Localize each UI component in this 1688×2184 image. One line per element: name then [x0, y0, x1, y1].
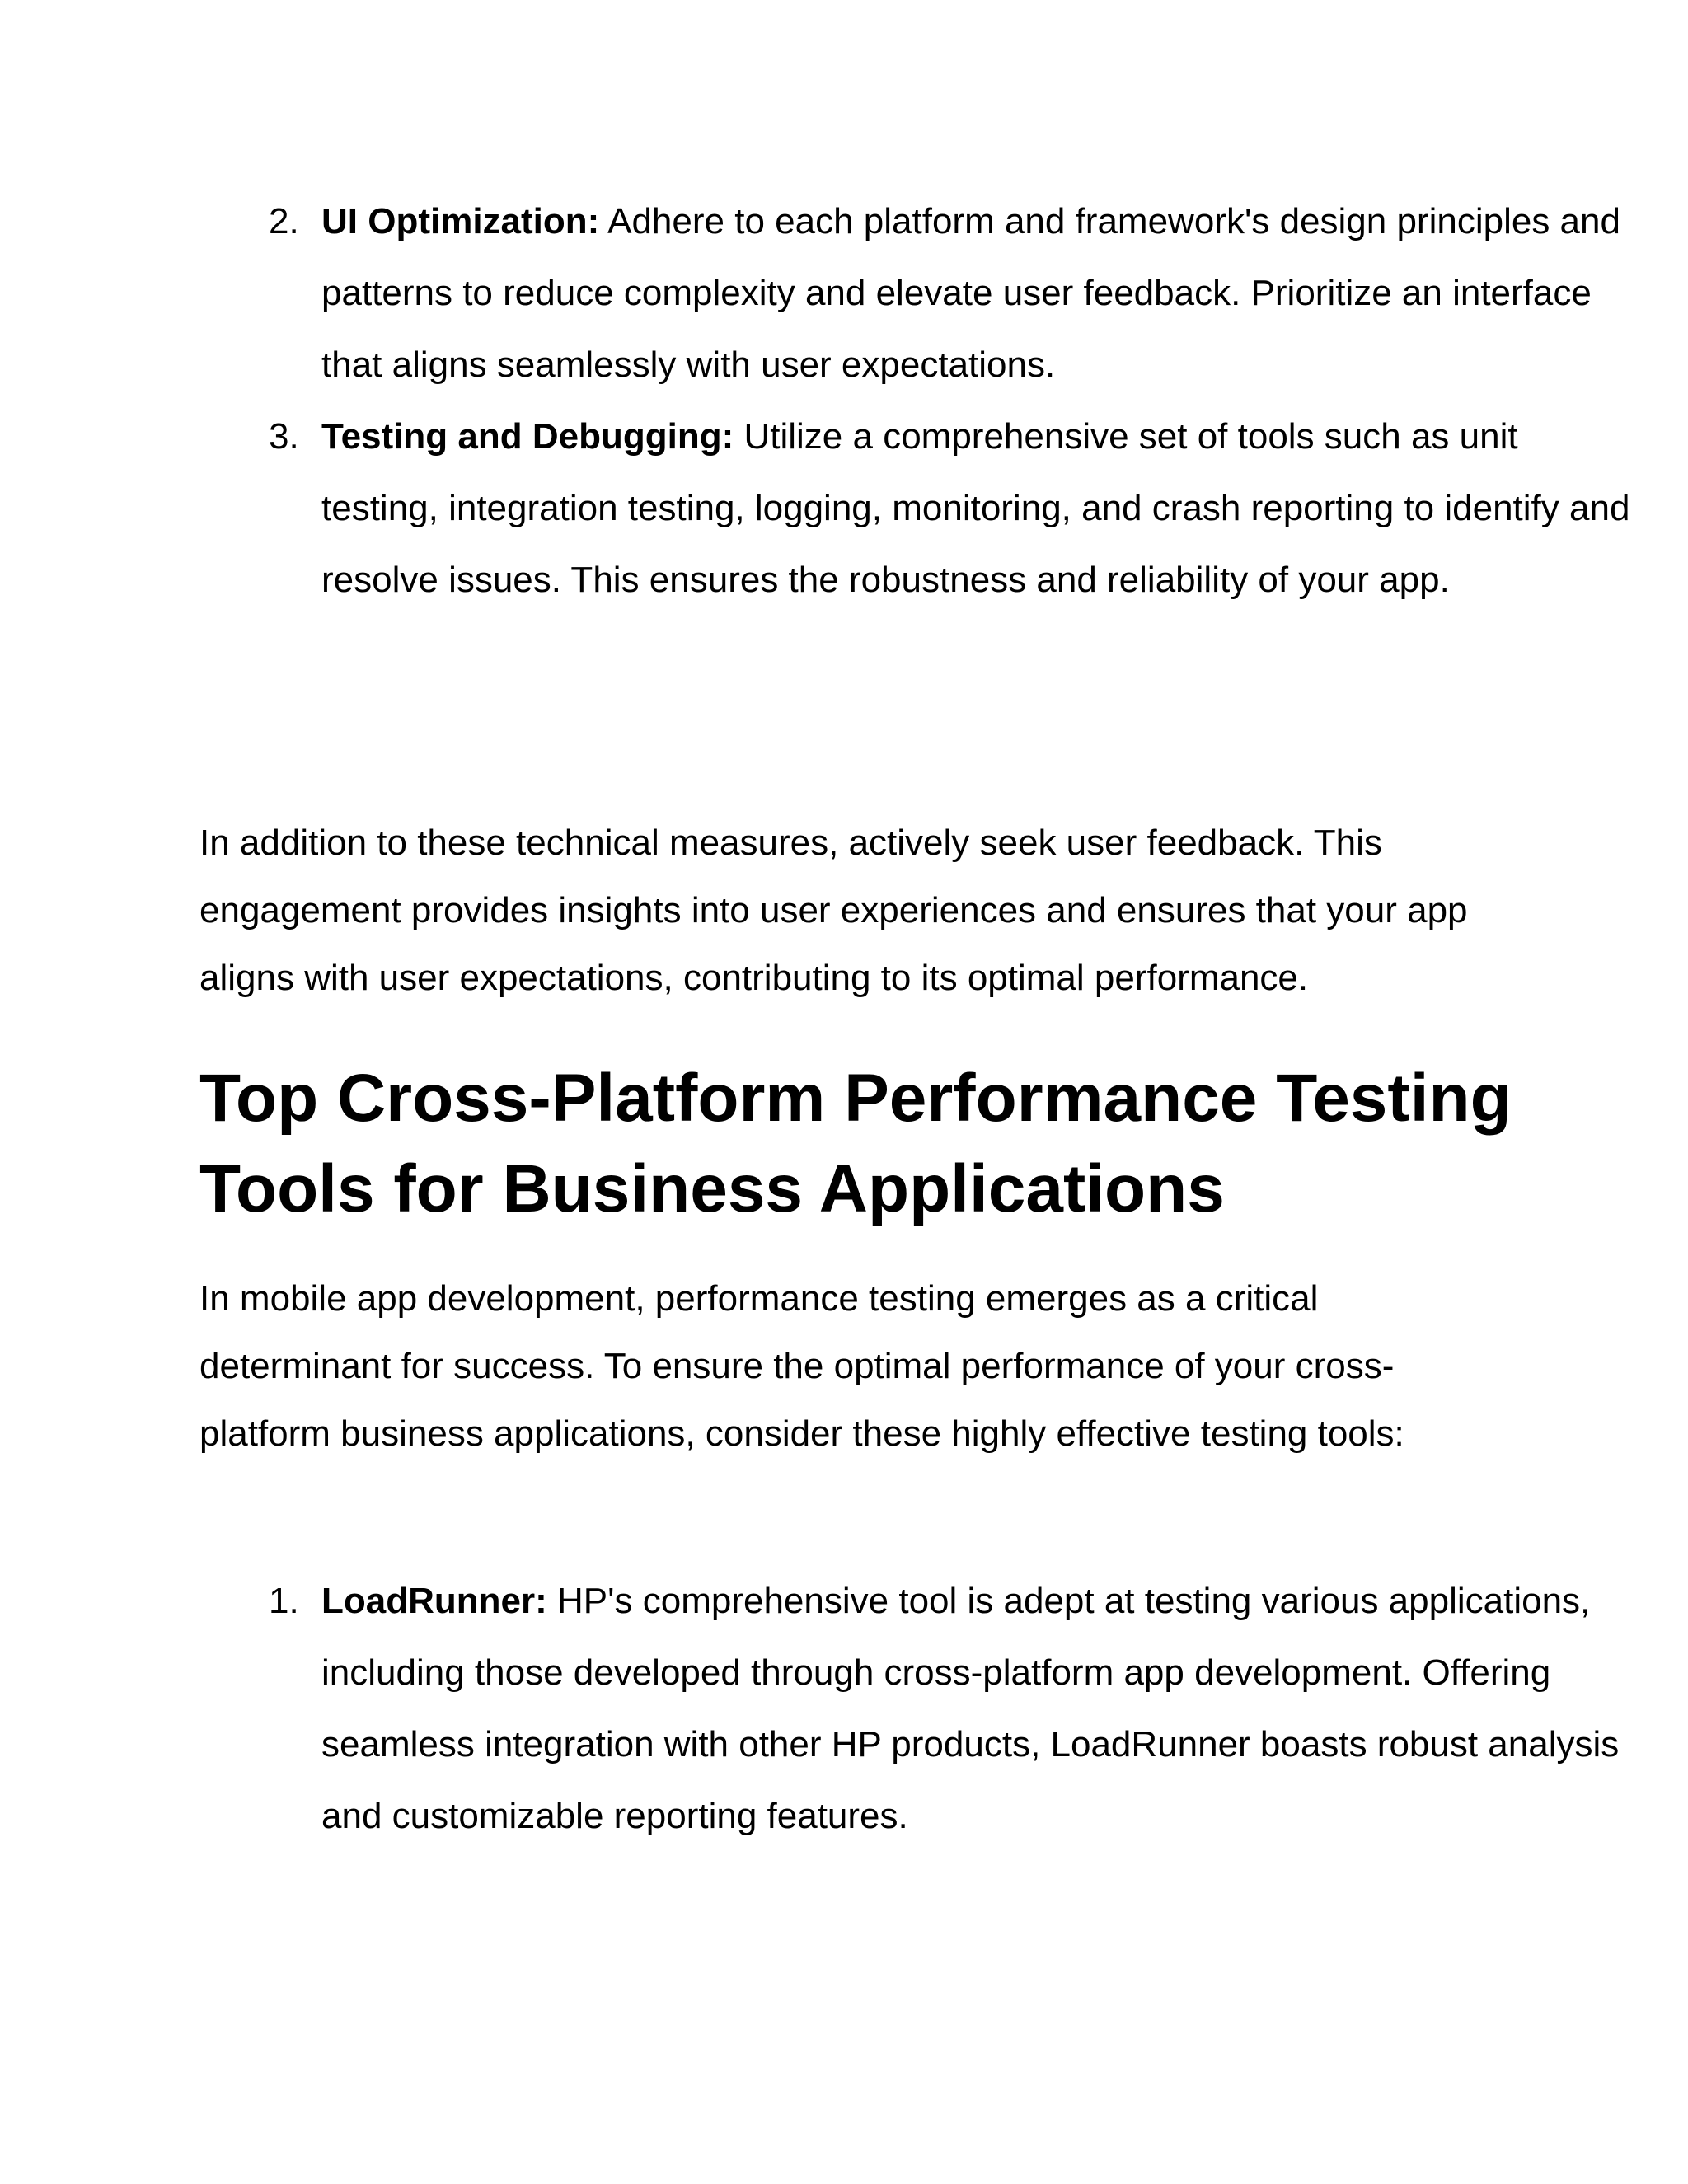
paragraph-performance-testing: In mobile app development, performance testing emerges as a critical determinant for success. To ensure the optimal performance of your cross-platform business applications, consider these highly effective testing tools:: [199, 1278, 1404, 1454]
numbered-list-top: [0, 185, 1632, 616]
list-item-term: Testing and Debugging:: [321, 416, 734, 457]
list-item-term: UI Optimization:: [321, 201, 600, 241]
list-item-number: 2.: [269, 201, 299, 241]
list-item-text: Adhere to each platform and framework's design principles and patterns to reduce complexity and elevate user feedback. Prioritize an interface that aligns seamlessly with user expectations.: [321, 201, 1620, 385]
list-item-loadrunner: [0, 1565, 1632, 1852]
list-item-text: Utilize a comprehensive set of tools such as unit testing, integration testing, logging, monitoring, and crash reporting to identify and resolve issues. This ensures the robustness and reliability of your app.: [321, 416, 1630, 600]
list-item-term: LoadRunner:: [321, 1581, 547, 1621]
list-item-ui-optimization: [0, 185, 1632, 401]
list-item-number: 3.: [269, 416, 299, 457]
list-item-testing-debugging: [0, 401, 1632, 616]
list-item-number: 1.: [269, 1581, 299, 1621]
section-heading: Top Cross-Platform Performance Testing Tools for Business Applications: [199, 1061, 1512, 1226]
numbered-list-bottom: [0, 1565, 1632, 1852]
paragraph-user-feedback: In addition to these technical measures, actively seek user feedback. This engagement provides insights into user experiences and ensures that your app aligns with user expectations, contributing to its optimal performance.: [199, 823, 1468, 998]
list-item-text: HP's comprehensive tool is adept at testing various applications, including those developed through cross-platform app development. Offering seamless integration with other HP products, LoadRunner boasts robust analysis and customizable reporting features.: [321, 1581, 1620, 1836]
